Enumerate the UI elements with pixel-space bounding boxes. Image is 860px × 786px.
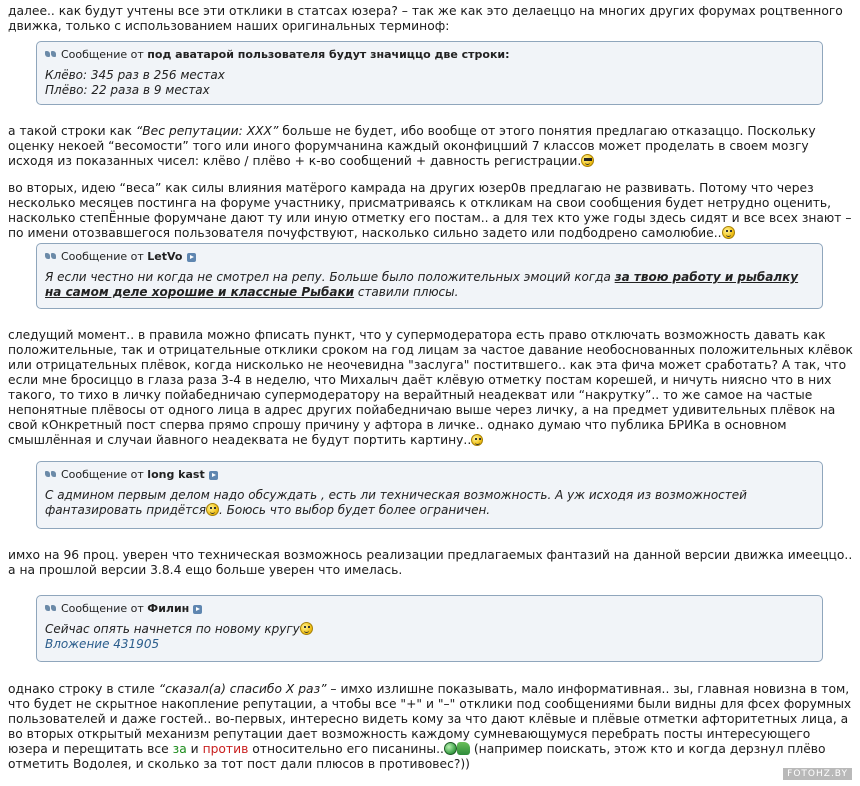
text: и (186, 742, 203, 756)
view-post-icon[interactable] (187, 253, 196, 262)
quote-prefix: Сообщение от (61, 602, 144, 615)
watermark: FOTOHZ.BY (783, 768, 852, 780)
quote-prefix: Сообщение от (61, 48, 144, 61)
quote-header (45, 250, 814, 264)
text: Сейчас опять начнется по новому кругу (45, 622, 300, 636)
quote-icon (45, 253, 58, 261)
quote-body (45, 488, 814, 518)
plus-word: за (172, 742, 187, 756)
post-paragraph-5: имхо на 96 проц. уверен что техническая возможнось реализации предлагаемых фантазий на данной версии движка имееццо.. а на прошлой версии 3.8.4 ещо больше уверен что имелась. (8, 548, 853, 577)
text: следущий момент.. в правила можно фписать пункт, что у супермодератора есть право отключать возможность давать как положительные, так и отрицательные отклики сроком на год лицам за частое давание необоснованных положительных клёвок или отрицательных плёвок, когда нисколько не неочевидна "заслуга" поститвшего.. как эта фича может сработать? А так, что если мне бросиццо в глаза раза 3-4 в неделю, что Михалыч даёт клёвую отметку постам корешей, и ничуть ниясно что в них такого, то тихо в личку пойабедничаю супермодератору на верайтный неадекват или “накрутку”.. то же самое на частые непонятные плёвосы от одного лица в адрес других пойабедничаю выше через личку, а на предмет удивительных плёвок на свой кОнкретный пост сперва прямо спрошу причину у афтора в личке.. однако думаю что публика БРИКа в основном смышлённая и случаи йавного неадеквата не будут портить картину.. (8, 328, 853, 447)
post-paragraph-4 (8, 328, 853, 448)
quote-line: Клёво: 345 раз в 256 местах (45, 68, 225, 82)
quote-block-2 (36, 243, 823, 309)
quote-author: Филин (147, 602, 190, 615)
text: ставили плюсы. (354, 285, 459, 299)
quote-body (45, 68, 814, 98)
view-post-icon[interactable] (209, 471, 218, 480)
quote-body (45, 270, 814, 300)
quote-prefix: Сообщение от (61, 468, 144, 481)
green-smiley-icon (444, 742, 457, 755)
quote-author: LetVo (147, 250, 183, 263)
quote-block-4 (36, 595, 823, 662)
quote-body (45, 622, 814, 652)
post-paragraph-2 (8, 124, 853, 169)
text-strong: за твою работу и рыбалку на самом деле хорошие и классные Рыбаки (45, 270, 799, 299)
quote-prefix: Сообщение от (61, 250, 144, 263)
text: относительно его писанины.. (248, 742, 444, 756)
quote-author: под аватарой пользователя будут значиццо две строки: (147, 48, 510, 61)
attachment-link[interactable]: Вложение 431905 (45, 637, 160, 651)
quote-header (45, 468, 814, 482)
quote-icon (45, 471, 58, 479)
quote-icon (45, 605, 58, 613)
cool-smiley-icon (581, 154, 594, 167)
text: во вторых, идею “веса” как силы влияния матёрого камрада на других юзер0в предлагаю не развивать. Потому что через несколько месяцев постинга на форуме участнику, присматриваясь к откликам на свои сообщения будет нетрудно оценить, насколько степЁнные форумчане дают ту или иную отметку его постам.. а для тех кто уже годы здесь сидят и все всех знают – по имени отозвавшегося пользователя почуфствуют, насколько сильно задето или подбодрено самолюбие.. (8, 181, 852, 240)
quote-line: Плёво: 22 раза в 9 местах (45, 83, 210, 97)
quote-author: long kast (147, 468, 205, 481)
text: . Боюсь что выбор будет более ограничен. (219, 503, 491, 517)
smiley-icon (206, 503, 219, 516)
view-post-icon[interactable] (193, 605, 202, 614)
text-italic: “Вес репутации: ХХХ” (135, 124, 279, 138)
post-paragraph-6 (8, 682, 853, 772)
quote-header (45, 48, 814, 62)
text: Я если честно ни когда не смотрел на репу. Больше было положительных эмоций когда (45, 270, 615, 284)
quote-header (45, 602, 814, 616)
text-italic: “сказал(а) спасибо Х раз” (158, 682, 327, 696)
text: – имхо излишне показывать, мало информативная.. зы, главная новизна в том, что будет не скрытное накопление репутации, а чтобы все "+" и "–" отклики под сообщениями были видны для фсех форумных пользователей и даже гостей.. во-первых, интересно видеть кому за что дают клёвые и плёвые отметки афторитетных лица, а во вторых открытый механизм репутации дает возможность каждому сумневающумуся перебрать посты интересующего юзера и перещитать все (8, 682, 852, 756)
quote-block-3 (36, 461, 823, 529)
minus-word: против (202, 742, 249, 756)
quote-icon (45, 51, 58, 59)
smiley-icon (471, 434, 483, 446)
text: больше не будет, ибо вообще от этого понятия предлагаю отказаццо. Поскольку оценку некоей “весомости” того или иного форумчанина каждый оконфицший 7 классов может проделать в своем мозгу исходя из показанных чисел: клёво / плёво + к-во сообщений + давность регистрации. (8, 124, 816, 168)
thumbs-up-icon (457, 742, 470, 755)
quote-block-1 (36, 41, 823, 105)
post-paragraph-3 (8, 181, 853, 241)
post-paragraph-1: далее.. как будут учтены все эти отклики в статсах юзера? – так же как это делаеццо на многих других форумах роцтвенного движка, только с использованием наших оригинальных терминоф: (8, 4, 843, 33)
text: а такой строки как (8, 124, 136, 138)
text: (например поискать, этож кто и когда дерзнул плёво отметить Водолея, и сколько за тот пост дали плюсов в противовес?)) (8, 742, 826, 771)
smiley-icon (300, 622, 313, 635)
text: однако строку в стиле (8, 682, 159, 696)
text: С админом первым делом надо обсуждать , есть ли техническая возможность. А уж исходя из возможностей фантазировать придётся (45, 488, 747, 517)
smiley-icon (722, 226, 735, 239)
